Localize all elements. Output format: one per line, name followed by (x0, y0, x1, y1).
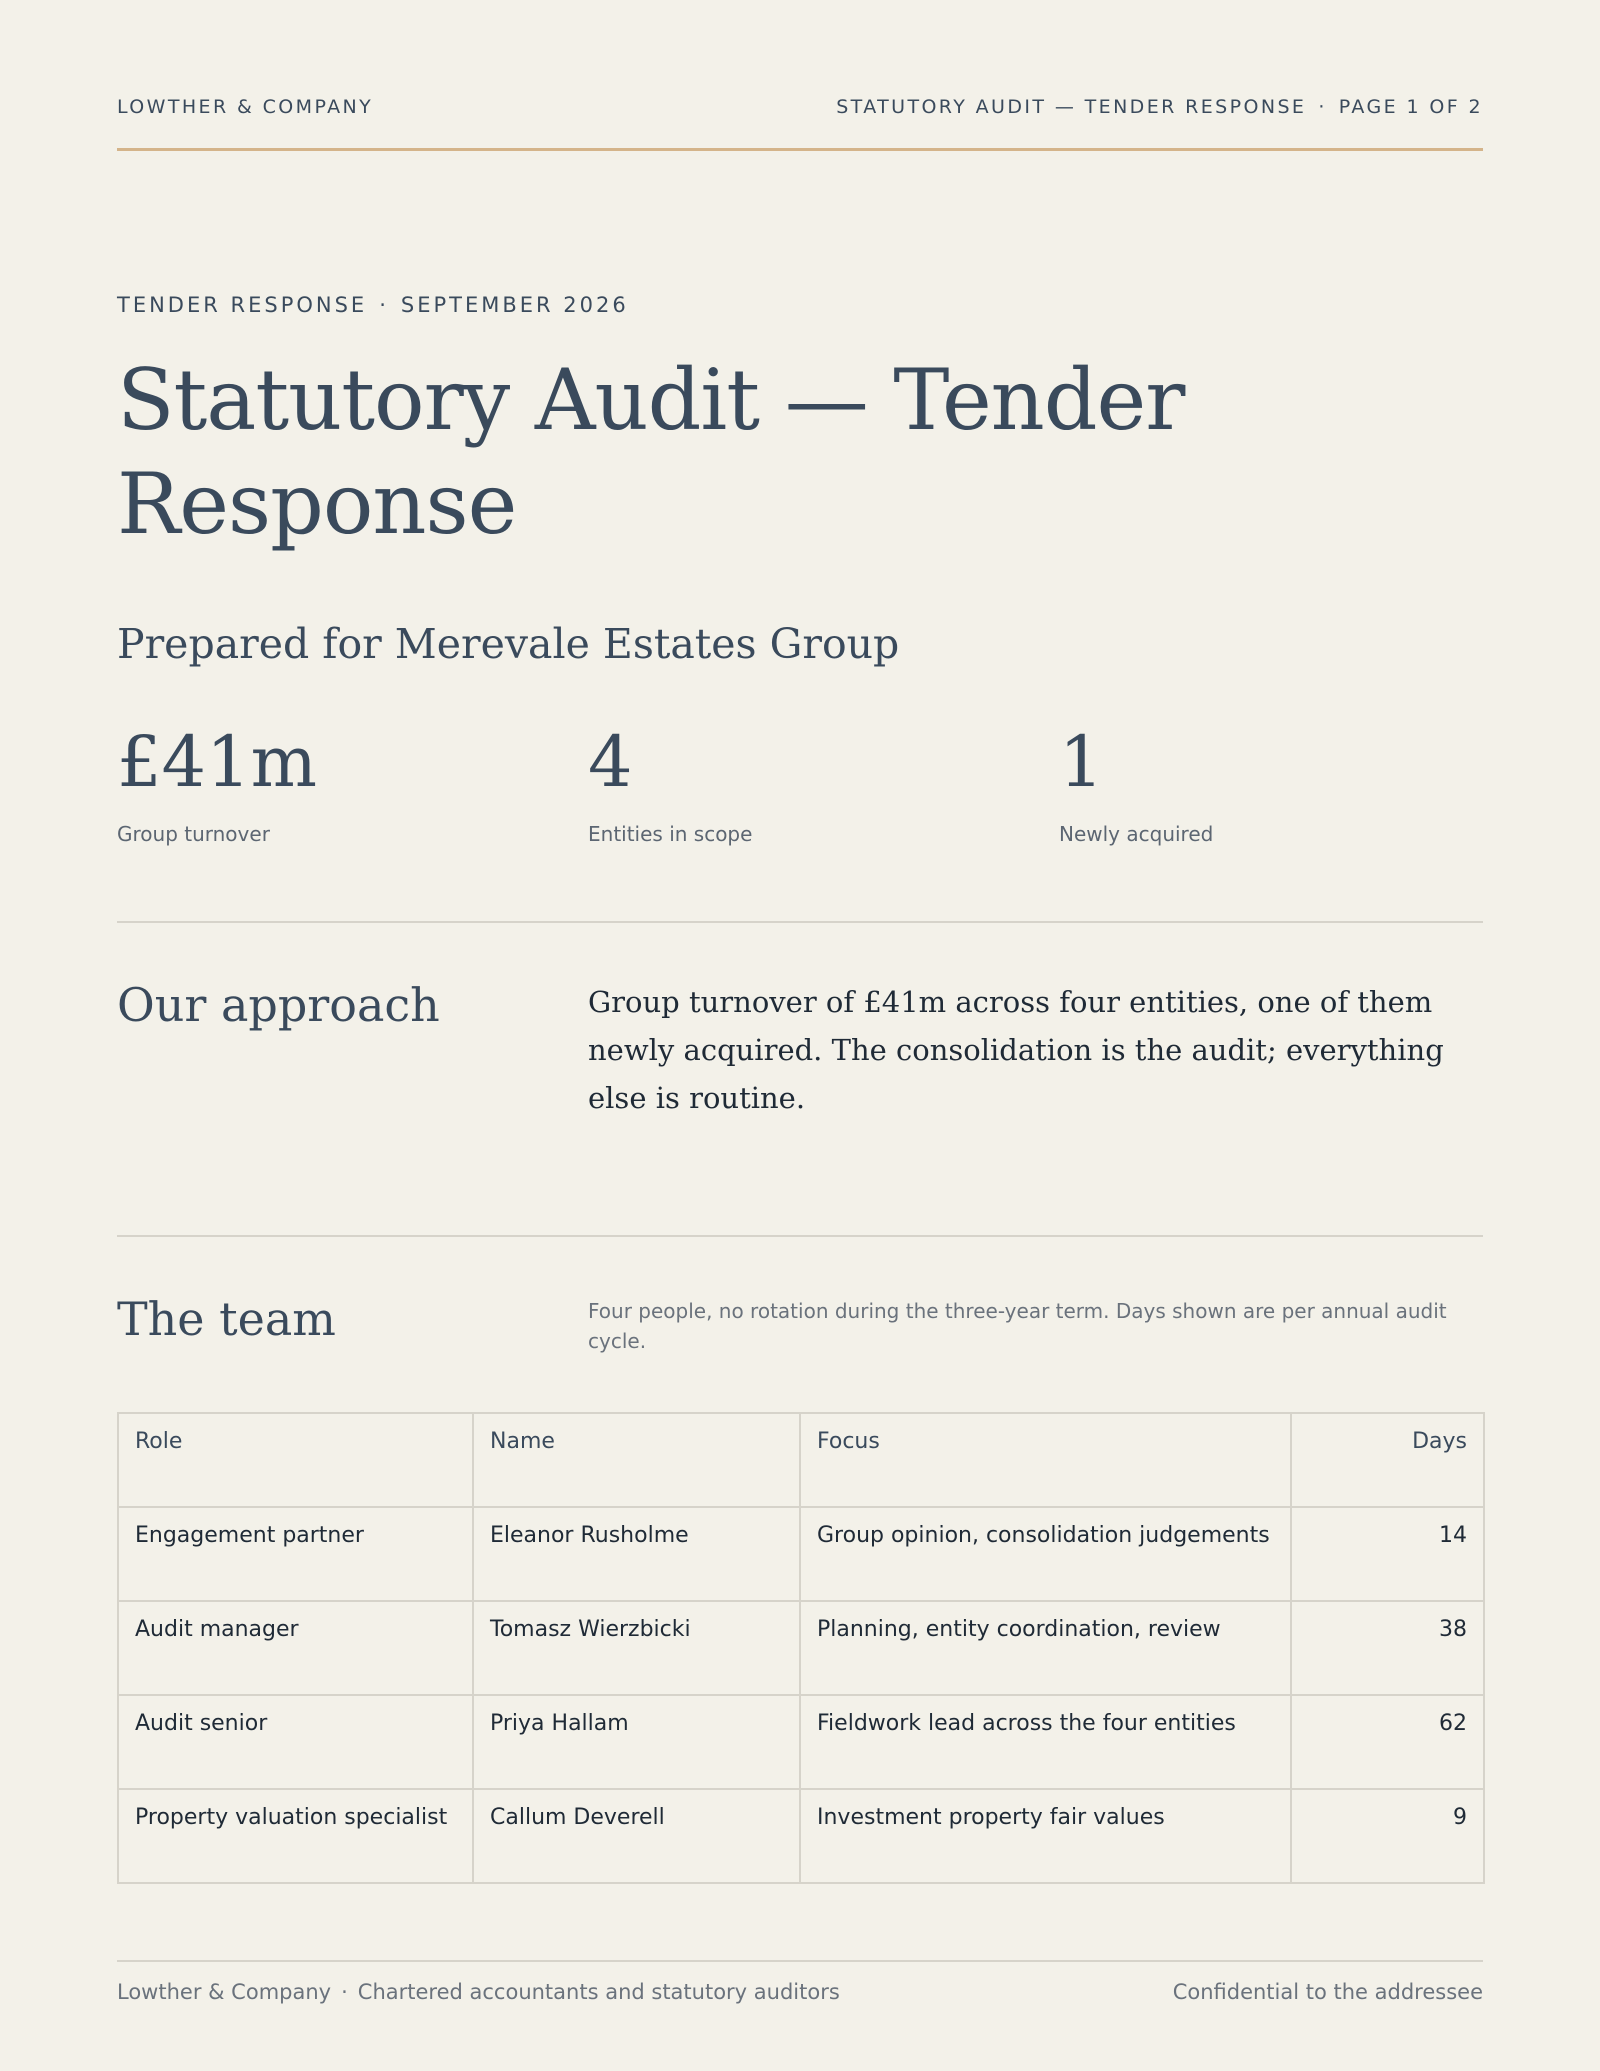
team-heading: The team (117, 1292, 336, 1346)
header-page-number: PAGE 1 OF 2 (1338, 96, 1483, 118)
cell-days: 9 (1291, 1789, 1484, 1883)
header-document-title: STATUTORY AUDIT — TENDER RESPONSE (836, 96, 1307, 118)
cell-focus: Fieldwork lead across the four entities (800, 1695, 1291, 1789)
stat-entities-in-scope (588, 722, 752, 846)
footer-firm-name: Lowther & Company (117, 1980, 332, 2004)
stat-label: Group turnover (117, 822, 270, 846)
footer-divider (117, 1960, 1483, 1962)
section-divider (117, 921, 1483, 923)
stat-newly-acquired (1059, 722, 1213, 846)
stat-value: £41m (117, 721, 317, 803)
stat-value: 1 (1059, 721, 1104, 803)
cell-name: Tomasz Wierzbicki (473, 1601, 800, 1695)
kicker-line (117, 293, 629, 317)
table-header-row (118, 1413, 1484, 1507)
column-header-name: Name (473, 1413, 800, 1507)
cell-name: Callum Deverell (473, 1789, 800, 1883)
table-row (118, 1789, 1484, 1883)
cell-days: 38 (1291, 1601, 1484, 1695)
header-separator: · (1318, 96, 1327, 118)
kicker-label: TENDER RESPONSE (117, 293, 368, 317)
approach-heading: Our approach (117, 978, 440, 1032)
footer-confidential-note: Confidential to the addressee (1172, 1980, 1483, 2004)
header-accent-rule (117, 148, 1483, 151)
cell-days: 14 (1291, 1507, 1484, 1601)
kicker-separator: · (379, 293, 389, 317)
page-footer (117, 1980, 1483, 2004)
table-row (118, 1507, 1484, 1601)
section-divider (117, 1235, 1483, 1237)
kicker-date: SEPTEMBER 2026 (400, 293, 629, 317)
page-subtitle: Prepared for Merevale Estates Group (117, 620, 900, 668)
team-table (117, 1412, 1485, 1884)
stat-value: 4 (588, 721, 633, 803)
footer-descriptor: Chartered accountants and statutory auditors (357, 1980, 840, 2004)
approach-body: Group turnover of £41m across four entities, one of them newly acquired. The consolidation is the audit; everything else is routine. (588, 985, 1444, 1115)
column-header-role: Role (118, 1413, 473, 1507)
running-header (117, 96, 1483, 118)
cell-role: Engagement partner (118, 1507, 473, 1601)
cell-days: 62 (1291, 1695, 1484, 1789)
table-row (118, 1601, 1484, 1695)
header-firm-name: LOWTHER & COMPANY (117, 96, 374, 118)
column-header-days: Days (1291, 1413, 1484, 1507)
stat-label: Newly acquired (1059, 822, 1214, 846)
table-row (118, 1695, 1484, 1789)
page-title: Statutory Audit — Tender Response (117, 351, 1185, 553)
header-document-info (836, 96, 1483, 118)
cell-role: Property valuation specialist (118, 1789, 473, 1883)
footer-firm-info (117, 1980, 840, 2004)
cell-name: Priya Hallam (473, 1695, 800, 1789)
cell-role: Audit manager (118, 1601, 473, 1695)
team-intro: Four people, no rotation during the three-year term. Days shown are per annual audit cycle. (588, 1299, 1447, 1353)
cell-role: Audit senior (118, 1695, 473, 1789)
column-header-focus: Focus (800, 1413, 1291, 1507)
cell-focus: Investment property fair values (800, 1789, 1291, 1883)
cell-focus: Planning, entity coordination, review (800, 1601, 1291, 1695)
footer-separator: · (341, 1980, 348, 2004)
stat-label: Entities in scope (588, 822, 753, 846)
stat-group-turnover (117, 722, 317, 846)
document-page (117, 0, 1483, 2071)
cell-focus: Group opinion, consolidation judgements (800, 1507, 1291, 1601)
cell-name: Eleanor Rusholme (473, 1507, 800, 1601)
